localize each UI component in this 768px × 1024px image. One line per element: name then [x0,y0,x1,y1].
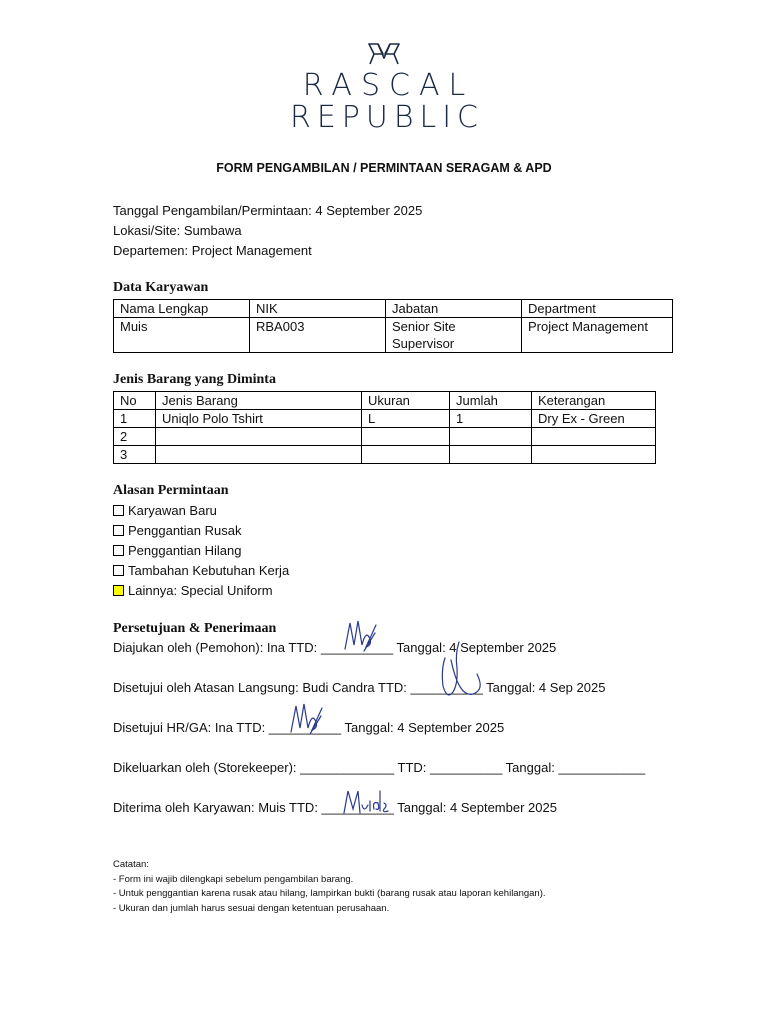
cell [450,428,532,446]
table-row [114,428,656,446]
info-lokasi: Lokasi/Site: Sumbawa [113,223,242,238]
note-item: - Form ini wajib dilengkapi sebelum pengambilan barang. [113,873,354,885]
header-cell: Keterangan [532,392,656,410]
cell-department: Project Management [522,318,673,353]
checkbox[interactable] [113,505,124,516]
cell [362,428,450,446]
table-row [114,410,656,428]
reason-label: Penggantian Hilang [128,543,242,558]
notes-title: Catatan: [113,859,149,870]
cell: Uniqlo Polo Tshirt [156,410,362,428]
cell [532,446,656,464]
header-cell: Department [522,300,673,318]
line-storekeeper: Dikeluarkan oleh (Storekeeper): _____________ TTD: __________ Tanggal: ____________ [113,760,646,775]
reason-label: Penggantian Rusak [128,523,242,538]
note-item: - Untuk penggantian karena rusak atau hilang, lampirkan bukti (barang rusak atau laporan kehilangan). [113,888,546,899]
checkbox[interactable] [113,525,124,536]
cell-jabatan: Senior Site Supervisor [386,318,522,353]
employee-table [113,299,673,353]
cell-nama: Muis [114,318,250,353]
header-cell: Jumlah [450,392,532,410]
cell: L [362,410,450,428]
reason-label: Tambahan Kebutuhan Kerja [128,563,290,578]
logo-line-1: RASCAL [302,68,475,103]
logo-line-2: REPUBLIC [289,100,484,135]
checkbox[interactable] [113,565,124,576]
checkbox[interactable] [113,545,124,556]
company-logo [0,40,768,134]
cell [450,446,532,464]
line-penerima: Diterima oleh Karyawan: Muis TTD: __________ Tanggal: 4 September 2025 [113,800,557,815]
form-title: FORM PENGAMBILAN / PERMINTAAN SERAGAM & APD [216,161,552,175]
note-item: - Ukuran dan jumlah harus sesuai dengan ketentuan perusahaan. [113,902,390,914]
header-cell: Nama Lengkap [114,300,250,318]
items-table [113,391,656,464]
checkbox-highlighted[interactable] [113,585,124,596]
header-cell: Jenis Barang [156,392,362,410]
signature-hrga [288,698,324,738]
section-persetujuan: Persetujuan & Penerimaan [113,621,277,636]
reason-item [113,501,289,521]
notes [113,858,546,916]
info-tanggal: Tanggal Pengambilan/Permintaan: 4 September 2025 [113,203,423,218]
cell: 1 [114,410,156,428]
cell: Dry Ex - Green [532,410,656,428]
line-atasan: Disetujui oleh Atasan Langsung: Budi Candra TTD: __________ Tanggal: 4 Sep 2025 [113,680,606,695]
signature-atasan [425,640,487,702]
cell-nik: RBA003 [250,318,386,353]
reason-item [113,561,289,581]
form-info [113,201,422,261]
info-departemen: Departemen: Project Management [113,243,312,258]
cell [156,428,362,446]
line-pemohon: Diajukan oleh (Pemohon): Ina TTD: __________ Tanggal: 4 September 2025 [113,640,557,655]
header-cell: NIK [250,300,386,318]
section-data-karyawan: Data Karyawan [113,280,209,295]
line-hrga: Disetujui HR/GA: Ina TTD: __________ Tanggal: 4 September 2025 [113,720,505,735]
cell: 3 [114,446,156,464]
cell: 1 [450,410,532,428]
cell [362,446,450,464]
cell [156,446,362,464]
cell: 2 [114,428,156,446]
reason-item [113,541,289,561]
reason-item [113,581,289,601]
logo-flags-icon [367,40,401,66]
table-header-row [114,300,673,318]
section-jenis-barang: Jenis Barang yang Diminta [113,372,276,387]
header-cell: Ukuran [362,392,450,410]
signature-penerima [342,787,390,817]
header-cell: No [114,392,156,410]
table-row [114,446,656,464]
reason-label: Lainnya: Special Uniform [128,583,273,598]
reason-label: Karyawan Baru [128,503,217,518]
reason-list [113,501,289,601]
section-alasan: Alasan Permintaan [113,483,229,498]
reason-item [113,521,289,541]
table-header-row [114,392,656,410]
signature-pemohon [342,615,378,655]
table-row [114,318,673,353]
cell [532,428,656,446]
header-cell: Jabatan [386,300,522,318]
